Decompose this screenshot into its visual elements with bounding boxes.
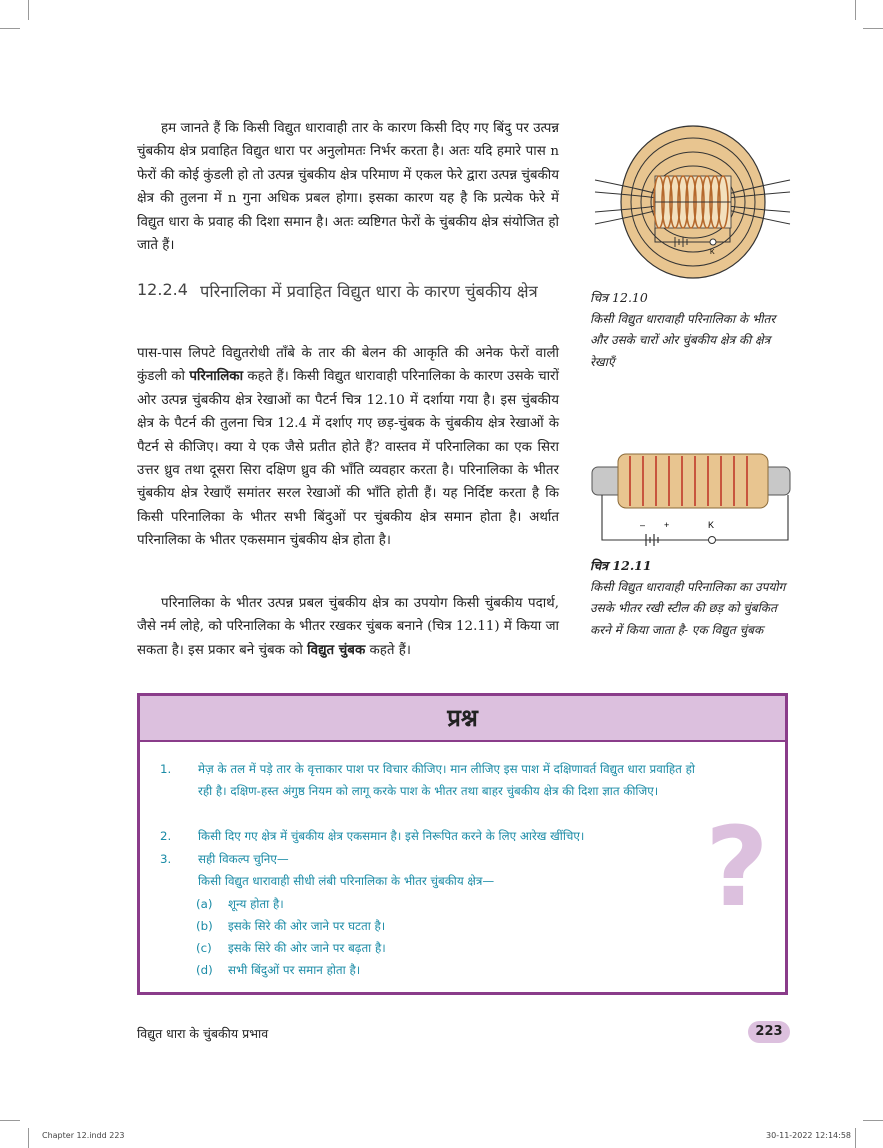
question-text: सही विकल्प चुनिए— [198,852,289,866]
figure-caption-text: किसी विद्युत धारावाही परिनालिका के भीतर और उसके चारों ओर चुंबकीय क्षेत्र की क्षेत्र रेखाएँ [590,311,776,369]
para2-text: कहते हैं। किसी विद्युत धारावाही परिनालिका के कारण उसके चारों ओर उत्पन्न चुंबकीय क्षेत्र रेखाओं का पैटर्न चित्र 12.10 में दर्शाया गया है। इस चुंबकीय क्षेत्र के पैटर्न की तुलना चित्र 12.4 में दर्शाए गए छड़-चुंबक के चुंबकीय क्षेत्र रेखाओं के पैटर्न से कीजिए। क्या ये एक जैसे प्रतीत होते हैं? वास्तव में परिनालिका का एक सिरा उत्तर ध्रुव तथा दूसरा सिरा दक्षिण ध्रुव की भाँति व्यवहार करता है। परिनालिका के भीतर चुंबकीय क्षेत्र रेखाएँ समांतर सरल रेखाओं की भाँति होती हैं। यह निर्दिष्ट करता है कि किसी परिनालिका के भीतर सभी बिंदुओं पर चुंबकीय क्षेत्र समान होता है। अर्थात परिनालिका के भीतर एकसमान चुंबकीय क्षेत्र होता है। [137,369,559,549]
running-footer-title: विद्युत धारा के चुंबकीय प्रभाव [137,1026,269,1041]
key-label: K [708,520,715,530]
battery-plus: + [664,520,670,530]
option-label: (b) [196,919,213,933]
crop-mark [0,1120,20,1121]
figure-number: चित्र 12.11 [590,558,652,573]
key-symbol [709,537,716,544]
figure-caption-12-11 [590,555,795,641]
crop-mark [863,1120,883,1121]
option-label: (d) [196,963,213,977]
term-solenoid: परिनालिका [189,368,244,385]
option-label: (c) [196,941,212,955]
figure-number: चित्र 12.10 [590,290,648,305]
print-slug-date: 30-11-2022 12:14:58 [766,1131,851,1140]
print-slug-file: Chapter 12.indd 223 [42,1131,125,1140]
battery-minus: – [640,520,646,530]
question-text: किसी दिए गए क्षेत्र में चुंबकीय क्षेत्र एकसमान है। इसे निरूपित करने के लिए आरेख खींचिए। [198,829,585,843]
para3-text: परिनालिका के भीतर उत्पन्न प्रबल चुंबकीय क्षेत्र का उपयोग किसी चुंबकीय पदार्थ, जैसे नर्म लोहे, को परिनालिका के भीतर रखकर चुंबक बनाने (चित्र 12.11) में किया जा सकता है। इस प्रकार बने चुंबक को [137,596,559,658]
question-mark-icon: ? [705,803,769,931]
solenoid-field-figure [585,120,800,290]
questions-heading: प्रश्न [140,696,785,742]
crop-mark [855,1128,856,1148]
figure-caption-text: किसी विद्युत धारावाही परिनालिका का उपयोग उसके भीतर रखी स्टील की छड़ को चुंबकित करने में किया जाता है- एक विद्युत चुंबक [590,579,786,637]
term-electromagnet: विद्युत चुंबक [307,641,366,658]
page-number: 223 [748,1021,790,1043]
solenoid-paragraph [137,342,559,553]
intro-paragraph: हम जानते हैं कि किसी विद्युत धारावाही तार के कारण किसी दिए गए बिंदु पर उत्पन्न चुंबकीय क्षेत्र प्रवाहित विद्युत धारा पर अनुलोमतः निर्भर करता है। अतः यदि हमारे पास n फेरों की कोई कुंडली हो तो उत्पन्न चुंबकीय क्षेत्र परिमाण में एकल फेरे द्वारा उत्पन्न चुंबकीय क्षेत्र की तुलना में n गुना अधिक प्रबल होगा। इसका कारण यह है कि प्रत्येक फेरे में विद्युत धारा के प्रवाह की दिशा समान है। अतः व्यष्टिगत फेरों के चुंबकीय क्षेत्र संयोजित हो जाते हैं। [137,121,559,254]
option-text: सभी बिंदुओं पर समान होता है। [228,963,361,977]
electromagnet-figure [588,448,798,548]
key-label: K [710,249,715,256]
section-number: 12.2.4 [137,280,188,299]
crop-mark [0,28,20,29]
key-symbol [710,239,716,245]
questions-box [137,693,788,995]
crop-mark [28,1128,29,1148]
option-text: शून्य होता है। [228,897,284,911]
crop-mark [855,0,856,20]
option-text: इसके सिरे की ओर जाने पर बढ़ता है। [228,941,386,955]
figure-caption-12-10 [590,287,795,373]
option-text: इसके सिरे की ओर जाने पर घटता है। [228,919,386,933]
question-number: 1. [160,762,172,776]
solenoid-tube [618,454,768,508]
crop-mark [28,0,29,20]
question-number: 3. [160,852,172,866]
question-subtext-text: किसी विद्युत धारावाही सीधी लंबी परिनालिका के भीतर चुंबकीय क्षेत्र— [198,874,495,888]
question-text: मेज़ के तल में पड़े तार के वृत्ताकार पाश पर विचार कीजिए। मान लीजिए इस पाश में दक्षिणावर्त विद्युत धारा प्रवाहित हो रही है। दक्षिण-हस्त अंगुष्ठ नियम को लागू करके पाश के भीतर तथा बाहर चुंबकीय क्षेत्र की दिशा ज्ञात कीजिए। [198,762,695,799]
para3-text: कहते हैं। [365,642,411,658]
crop-mark [863,28,883,29]
electromagnet-paragraph [137,592,559,662]
para2-text: पास-पास लिपटे विद्युतरोधी ताँबे के तार की बेलन की आकृति की अनेक फेरों वाली कुंडली को [137,346,559,385]
question-number: 2. [160,829,172,843]
section-title: परिनालिका में प्रवाहित विद्युत धारा के कारण चुंबकीय क्षेत्र [200,282,538,301]
option-label: (a) [196,897,213,911]
